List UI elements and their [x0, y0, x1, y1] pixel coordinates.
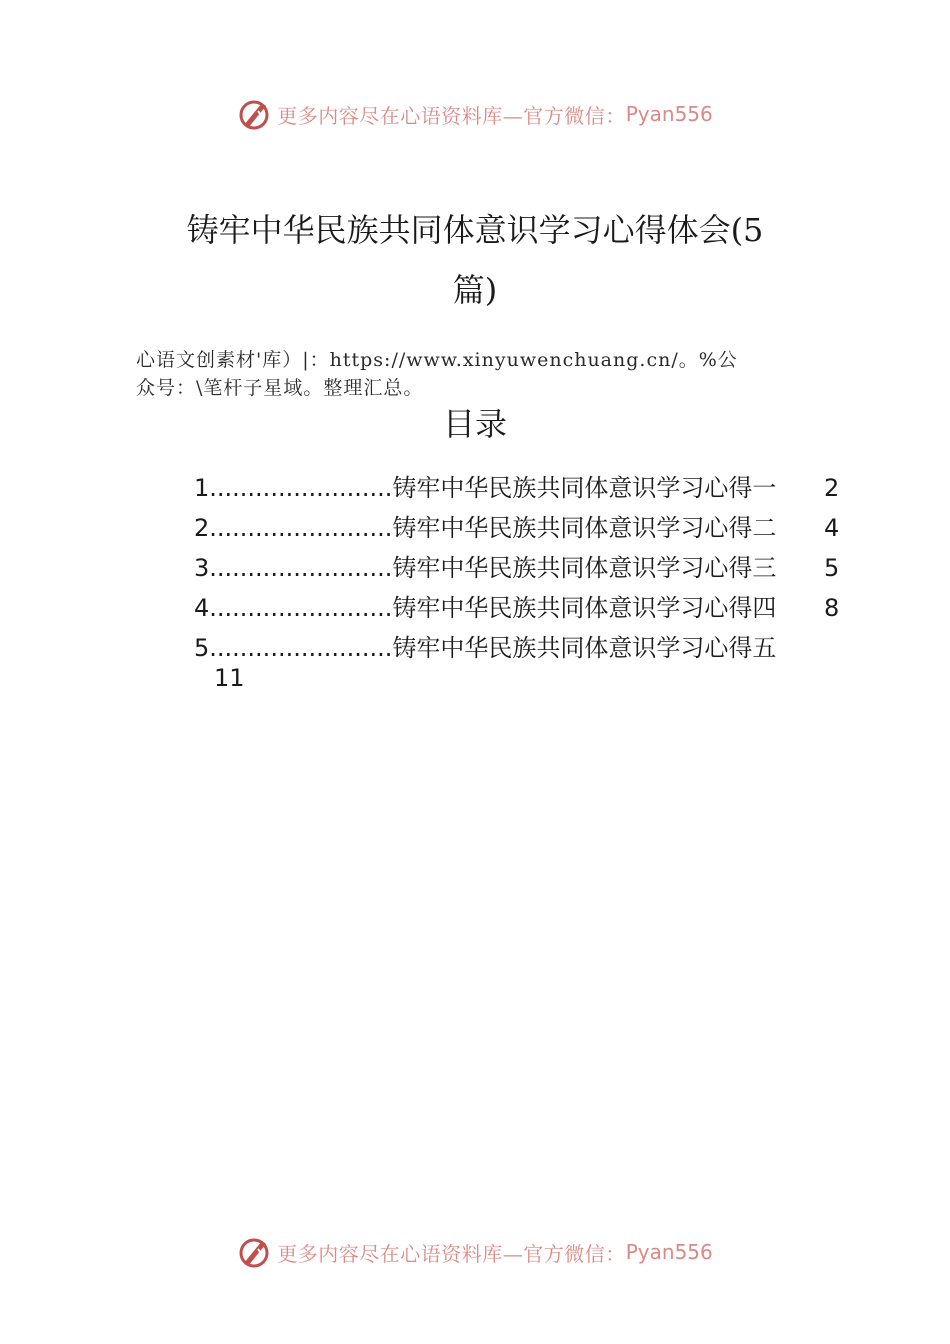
toc-entry-title: 铸牢中华民族共同体意识学习心得二 [392, 514, 777, 542]
toc-entry[interactable] [194, 508, 844, 548]
pen-logo-icon [237, 97, 271, 131]
table-of-contents [194, 468, 844, 692]
toc-entry-number: 4 [194, 594, 210, 622]
document-title [140, 200, 810, 320]
toc-entry-number: 1 [194, 474, 210, 502]
toc-entry-title: 铸牢中华民族共同体意识学习心得五 [392, 634, 777, 662]
toc-entry-leader: ........................ [209, 474, 393, 502]
toc-entry-leader: ........................ [209, 594, 393, 622]
toc-entry-leader: ........................ [209, 634, 393, 662]
footer-banner [0, 1232, 950, 1272]
toc-entry-page: 4 [824, 514, 840, 542]
source-note-line1: 心语文创素材'库）|：https://www.xinyuwenchuang.cn/。%公 [136, 349, 738, 371]
toc-entry-page: 11 [214, 664, 245, 692]
toc-entry-title: 铸牢中华民族共同体意识学习心得三 [392, 554, 777, 582]
banner-text: 更多内容尽在心语资料库—官方微信： [277, 103, 626, 128]
toc-heading: 目录 [442, 405, 507, 443]
toc-entry[interactable] [194, 468, 844, 508]
toc-entry-page: 5 [824, 554, 840, 582]
toc-entry-page: 2 [824, 474, 840, 502]
toc-entry-leader: ........................ [209, 514, 393, 542]
document-title-line1: 铸牢中华民族共同体意识学习心得体会(5 [186, 211, 764, 249]
banner-wechat-id: Pyan556 [625, 1240, 713, 1264]
source-note [136, 346, 836, 402]
header-banner [0, 94, 950, 134]
toc-entry-number: 5 [194, 634, 210, 662]
toc-entry-title: 铸牢中华民族共同体意识学习心得四 [392, 594, 777, 622]
toc-entry-title: 铸牢中华民族共同体意识学习心得一 [392, 474, 777, 502]
toc-entry[interactable] [194, 588, 844, 628]
pen-logo-icon [237, 1235, 271, 1269]
banner-wechat-id: Pyan556 [625, 102, 713, 126]
toc-entry[interactable] [194, 548, 844, 588]
document-title-line2: 篇) [452, 271, 498, 309]
toc-entry[interactable] [194, 628, 844, 692]
toc-entry-leader: ........................ [209, 554, 393, 582]
toc-entry-page: 8 [824, 594, 840, 622]
toc-entry-number: 3 [194, 554, 210, 582]
source-note-line2: 众号：\笔杆子星域。整理汇总。 [136, 377, 424, 399]
toc-entry-number: 2 [194, 514, 210, 542]
banner-text: 更多内容尽在心语资料库—官方微信： [277, 1241, 626, 1266]
